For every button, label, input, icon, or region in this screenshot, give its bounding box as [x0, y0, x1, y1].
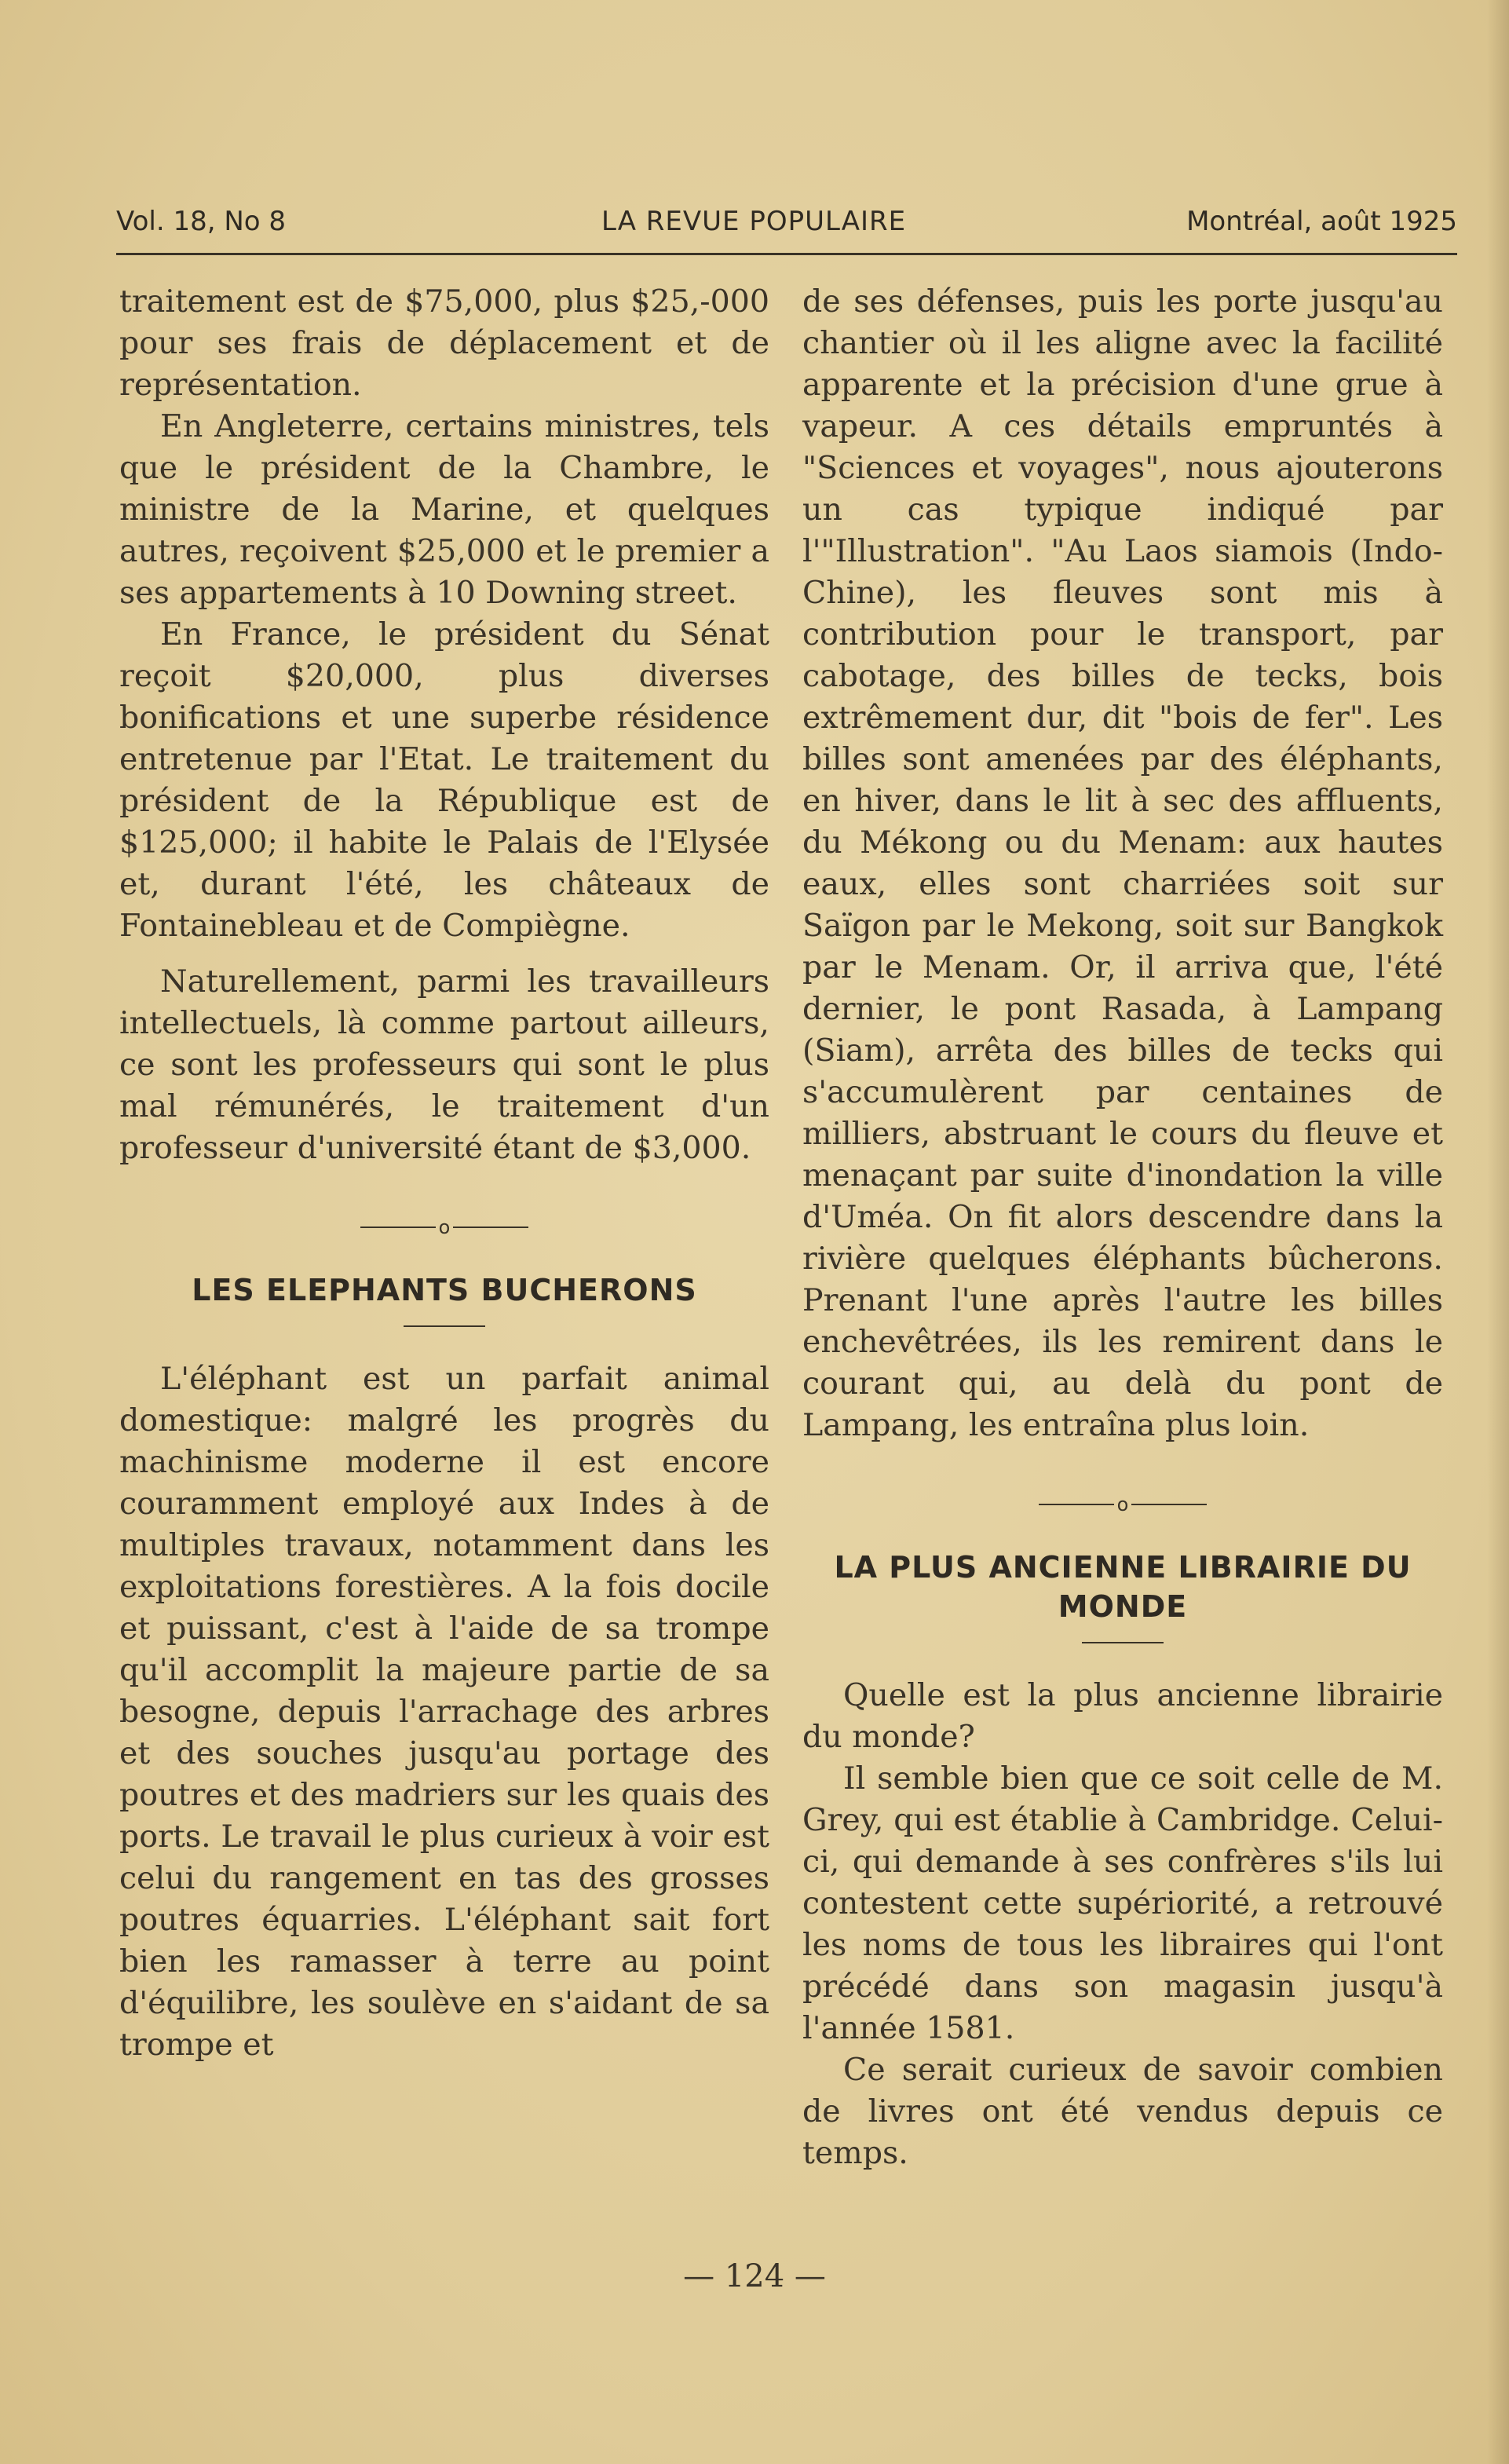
paragraph: Ce serait curieux de savoir combien de livres ont été vendus depuis ce temps.: [802, 2052, 1443, 2171]
left-column: [119, 281, 769, 2066]
page-number: — 124 —: [683, 2258, 826, 2294]
paragraph: Il semble bien que ce soit celle de M. Grey, qui est établie à Cambridge. Celui-ci, qui demande à ses confrères s'ils lui contestent cette supériorité, a retrouvé les noms de tous les libraires qui l'ont précédé dans son magasin jusqu'à l'année 1581.: [802, 1760, 1443, 2046]
section-heading: LA PLUS ANCIENNE LIBRAIRIE DU MONDE: [834, 1550, 1412, 1624]
section-separator: o: [119, 1215, 769, 1239]
right-column: [802, 281, 1443, 2174]
heading-rule: [1082, 1642, 1164, 1643]
paragraph: En Angleterre, certains ministres, tels que le président de la Chambre, le ministre de la Marine, et quelques autres, reçoivent $25,000 et le premier a ses appartements à 10 Downing street.: [119, 408, 769, 611]
section-separator: o: [802, 1492, 1443, 1516]
paragraph: de ses défenses, puis les porte jusqu'au chantier où il les aligne avec la facilité apparente et la précision d'une grue à vapeur. A ces détails empruntés à "Sciences et voyages", nous ajouterons un cas typique indiqué par l'"Illustration". "Au Laos siamois (Indo-Chine), les fleuves sont mis à contribution pour le transport, par cabotage, des billes de tecks, bois extrêmement dur, dit "bois de fer". Les billes sont amenées par des éléphants, en hiver, dans le lit à sec des affluents, du Mékong ou du Menam: aux hautes eaux, elles sont charriées soit sur Saïgon par le Mekong, soit sur Bangkok par le Menam. Or, il arriva que, l'été dernier, le pont Rasada, à Lampang (Siam), arrêta des billes de tecks qui s'accumulèrent par centaines de milliers, abstruant le cours du fleuve et menaçant par suite d'inondation la ville d'Uméa. On fit alors descendre dans la rivière quelques éléphants bûcherons. Prenant l'une après l'autre les billes enchevêtrées, ils les remirent dans le courant qui, au delà du pont de Lampang, les entraîna plus loin.: [802, 283, 1443, 1443]
magazine-title: LA REVUE POPULAIRE: [601, 206, 907, 237]
paragraph: Naturellement, parmi les travailleurs intellectuels, là comme partout ailleurs, ce sont les professeurs qui sont le plus mal rémunérés, le traitement d'un professeur d'université étant de $3,000.: [119, 963, 769, 1166]
page-edge-shadow: [1487, 0, 1509, 2464]
paragraph: En France, le président du Sénat reçoit $20,000, plus diverses bonifications et une superbe résidence entretenue par l'Etat. Le traitement du président de la République est de $125,000; il habite le Palais de l'Elysée et, durant l'été, les châteaux de Fontainebleau et de Compiègne.: [119, 616, 769, 944]
paragraph: L'éléphant est un parfait animal domestique: malgré les progrès du machinisme moderne il est encore couramment employé aux Indes à de multiples travaux, notamment dans les exploitations forestières. A la fois docile et puissant, c'est à l'aide de sa trompe qu'il accomplit la majeure partie de sa besogne, depuis l'arrachage des arbres et des souches jusqu'au portage des poutres et des madriers sur les quais des ports. Le travail le plus curieux à voir est celui du rangement en tas des grosses poutres équarries. L'éléphant sait fort bien les ramasser à terre au point d'équilibre, les soulève en s'aidant de sa trompe et: [119, 1361, 769, 2063]
running-header: [116, 206, 1457, 243]
section-heading: LES ELEPHANTS BUCHERONS: [192, 1273, 697, 1307]
volume-number: Vol. 18, No 8: [116, 206, 287, 237]
paragraph: traitement est de $75,000, plus $25,-000 pour ses frais de déplacement et de représentation.: [119, 283, 769, 403]
paragraph: Quelle est la plus ancienne librairie du monde?: [802, 1677, 1443, 1755]
place-date: Montréal, août 1925: [1186, 206, 1457, 237]
header-rule: [116, 253, 1457, 255]
heading-rule: [404, 1325, 485, 1327]
